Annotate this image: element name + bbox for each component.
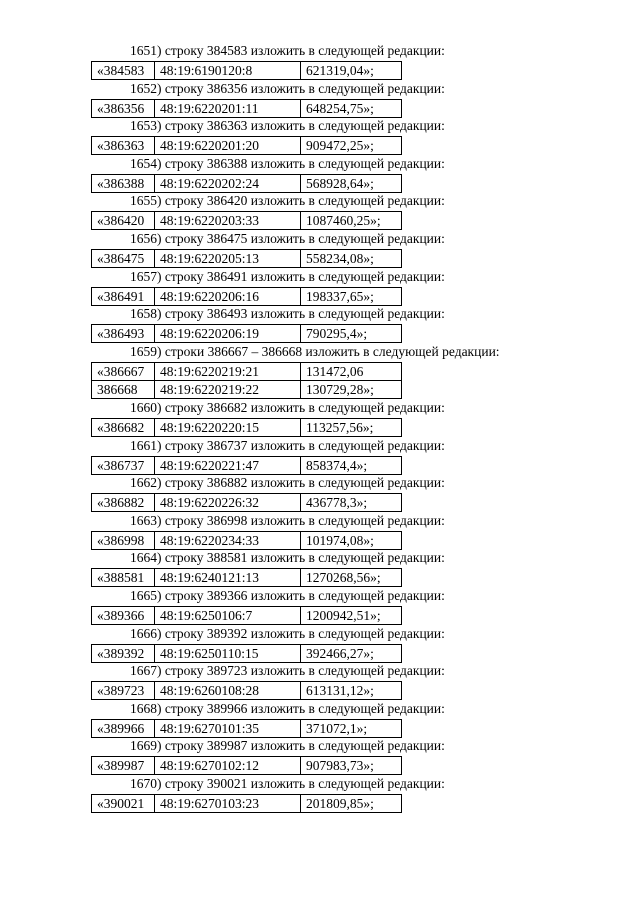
amendment-instruction: 1662) строку 386882 изложить в следующей редакции: xyxy=(130,475,445,491)
row-number-cell: «386388 xyxy=(92,174,155,192)
amendment-instruction: 1651) строку 384583 изложить в следующей редакции: xyxy=(130,43,445,58)
cadastral-number-cell: 48:19:6220205:13 xyxy=(155,250,301,268)
cadastral-number-cell: 48:19:6270101:35 xyxy=(155,719,301,737)
amendment-table xyxy=(91,362,402,399)
value-cell: 113257,56»; xyxy=(301,419,402,437)
row-number-cell: «384583 xyxy=(92,62,155,80)
amendment-table xyxy=(91,493,402,512)
amendment-table xyxy=(91,61,402,80)
row-number-cell: 386668 xyxy=(92,380,155,398)
value-cell: 198337,65»; xyxy=(301,287,402,305)
cadastral-number-cell: 48:19:6240121:13 xyxy=(155,569,301,587)
table-row xyxy=(92,607,402,625)
cadastral-number-cell: 48:19:6220226:32 xyxy=(155,494,301,512)
amendment-table xyxy=(91,418,402,437)
amendment-table xyxy=(91,606,402,625)
amendment-instruction: 1664) строку 388581 изложить в следующей редакции: xyxy=(130,550,445,566)
row-number-cell: «386682 xyxy=(92,419,155,437)
value-cell: 1087460,25»; xyxy=(301,212,402,230)
row-number-cell: «386420 xyxy=(92,212,155,230)
amendment-table xyxy=(91,756,402,775)
table-row xyxy=(92,644,402,662)
amendment-instruction: 1665) строку 389366 изложить в следующей редакции: xyxy=(130,588,445,603)
value-cell: 131472,06 xyxy=(301,362,402,380)
row-number-cell: «389366 xyxy=(92,607,155,625)
value-cell: 909472,25»; xyxy=(301,137,402,155)
cadastral-number-cell: 48:19:6190120:8 xyxy=(155,62,301,80)
table-row xyxy=(92,99,402,117)
table-row xyxy=(92,757,402,775)
table-row xyxy=(92,719,402,737)
amendment-instruction: 1657) строку 386491 изложить в следующей редакции: xyxy=(130,268,445,284)
cadastral-number-cell: 48:19:6250106:7 xyxy=(155,607,301,625)
cadastral-number-cell: 48:19:6270103:23 xyxy=(155,795,301,813)
amendment-table xyxy=(91,531,402,550)
amendment-table xyxy=(91,568,402,587)
row-number-cell: «389723 xyxy=(92,682,155,700)
amendment-instruction: 1652) строку 386356 изложить в следующей редакции: xyxy=(130,80,445,96)
cadastral-number-cell: 48:19:6220219:22 xyxy=(155,380,301,398)
row-number-cell: «386667 xyxy=(92,362,155,380)
cadastral-number-cell: 48:19:6250110:15 xyxy=(155,644,301,662)
amendment-instruction: 1654) строку 386388 изложить в следующей редакции: xyxy=(130,155,445,171)
row-number-cell: «389392 xyxy=(92,644,155,662)
row-number-cell: «389966 xyxy=(92,719,155,737)
value-cell: 130729,28»; xyxy=(301,380,402,398)
amendment-instruction: 1656) строку 386475 изложить в следующей редакции: xyxy=(130,231,445,246)
row-number-cell: «386363 xyxy=(92,137,155,155)
amendment-table xyxy=(91,211,402,230)
value-cell: 1200942,51»; xyxy=(301,607,402,625)
table-row xyxy=(92,682,402,700)
row-number-cell: «386356 xyxy=(92,99,155,117)
row-number-cell: «386491 xyxy=(92,287,155,305)
value-cell: 101974,08»; xyxy=(301,531,402,549)
value-cell: 621319,04»; xyxy=(301,62,402,80)
table-row xyxy=(92,380,402,398)
table-row xyxy=(92,137,402,155)
cadastral-number-cell: 48:19:6220220:15 xyxy=(155,419,301,437)
amendment-table xyxy=(91,794,402,813)
value-cell: 392466,27»; xyxy=(301,644,402,662)
value-cell: 1270268,56»; xyxy=(301,569,402,587)
cadastral-number-cell: 48:19:6220206:19 xyxy=(155,325,301,343)
amendment-table xyxy=(91,287,402,306)
cadastral-number-cell: 48:19:6220221:47 xyxy=(155,456,301,474)
cadastral-number-cell: 48:19:6270102:12 xyxy=(155,757,301,775)
table-row xyxy=(92,456,402,474)
cadastral-number-cell: 48:19:6220203:33 xyxy=(155,212,301,230)
amendment-instruction: 1666) строку 389392 изложить в следующей редакции: xyxy=(130,625,445,641)
row-number-cell: «386475 xyxy=(92,250,155,268)
cadastral-number-cell: 48:19:6220219:21 xyxy=(155,362,301,380)
row-number-cell: «388581 xyxy=(92,569,155,587)
table-row xyxy=(92,569,402,587)
amendment-table xyxy=(91,456,402,475)
amendment-instruction: 1660) строку 386682 изложить в следующей редакции: xyxy=(130,400,445,415)
amendment-instruction: 1659) строки 386667 – 386668 изложить в следующей редакции: xyxy=(130,343,500,359)
cadastral-number-cell: 48:19:6220206:16 xyxy=(155,287,301,305)
value-cell: 858374,4»; xyxy=(301,456,402,474)
amendment-instruction: 1655) строку 386420 изложить в следующей редакции: xyxy=(130,193,445,209)
amendment-instruction: 1658) строку 386493 изложить в следующей редакции: xyxy=(130,306,445,322)
table-row xyxy=(92,531,402,549)
table-row xyxy=(92,419,402,437)
value-cell: 371072,1»; xyxy=(301,719,402,737)
table-row xyxy=(92,795,402,813)
value-cell: 648254,75»; xyxy=(301,99,402,117)
value-cell: 613131,12»; xyxy=(301,682,402,700)
amendment-table xyxy=(91,99,402,118)
amendment-instruction: 1667) строку 389723 изложить в следующей редакции: xyxy=(130,663,445,679)
value-cell: 201809,85»; xyxy=(301,795,402,813)
amendment-instruction: 1668) строку 389966 изложить в следующей редакции: xyxy=(130,700,445,716)
table-row xyxy=(92,494,402,512)
value-cell: 568928,64»; xyxy=(301,174,402,192)
amendment-instruction: 1670) строку 390021 изложить в следующей редакции: xyxy=(130,776,445,791)
table-row xyxy=(92,212,402,230)
amendment-table xyxy=(91,644,402,663)
value-cell: 436778,3»; xyxy=(301,494,402,512)
row-number-cell: «386737 xyxy=(92,456,155,474)
table-row xyxy=(92,250,402,268)
row-number-cell: «386493 xyxy=(92,325,155,343)
cadastral-number-cell: 48:19:6220202:24 xyxy=(155,174,301,192)
table-row xyxy=(92,362,402,380)
amendment-instruction: 1669) строку 389987 изложить в следующей редакции: xyxy=(130,738,445,754)
row-number-cell: «386882 xyxy=(92,494,155,512)
amendment-table xyxy=(91,249,402,268)
amendment-table xyxy=(91,136,402,155)
amendment-instruction: 1653) строку 386363 изложить в следующей редакции: xyxy=(130,118,445,134)
value-cell: 558234,08»; xyxy=(301,250,402,268)
cadastral-number-cell: 48:19:6260108:28 xyxy=(155,682,301,700)
table-row xyxy=(92,287,402,305)
row-number-cell: «390021 xyxy=(92,795,155,813)
cadastral-number-cell: 48:19:6220201:20 xyxy=(155,137,301,155)
cadastral-number-cell: 48:19:6220234:33 xyxy=(155,531,301,549)
amendment-table xyxy=(91,324,402,343)
row-number-cell: «386998 xyxy=(92,531,155,549)
table-row xyxy=(92,174,402,192)
amendment-table xyxy=(91,174,402,193)
value-cell: 790295,4»; xyxy=(301,325,402,343)
amendment-instruction: 1661) строку 386737 изложить в следующей редакции: xyxy=(130,437,445,453)
value-cell: 907983,73»; xyxy=(301,757,402,775)
cadastral-number-cell: 48:19:6220201:11 xyxy=(155,99,301,117)
table-row xyxy=(92,62,402,80)
amendment-table xyxy=(91,719,402,738)
row-number-cell: «389987 xyxy=(92,757,155,775)
table-row xyxy=(92,325,402,343)
amendment-instruction: 1663) строку 386998 изложить в следующей редакции: xyxy=(130,512,445,528)
amendment-table xyxy=(91,681,402,700)
